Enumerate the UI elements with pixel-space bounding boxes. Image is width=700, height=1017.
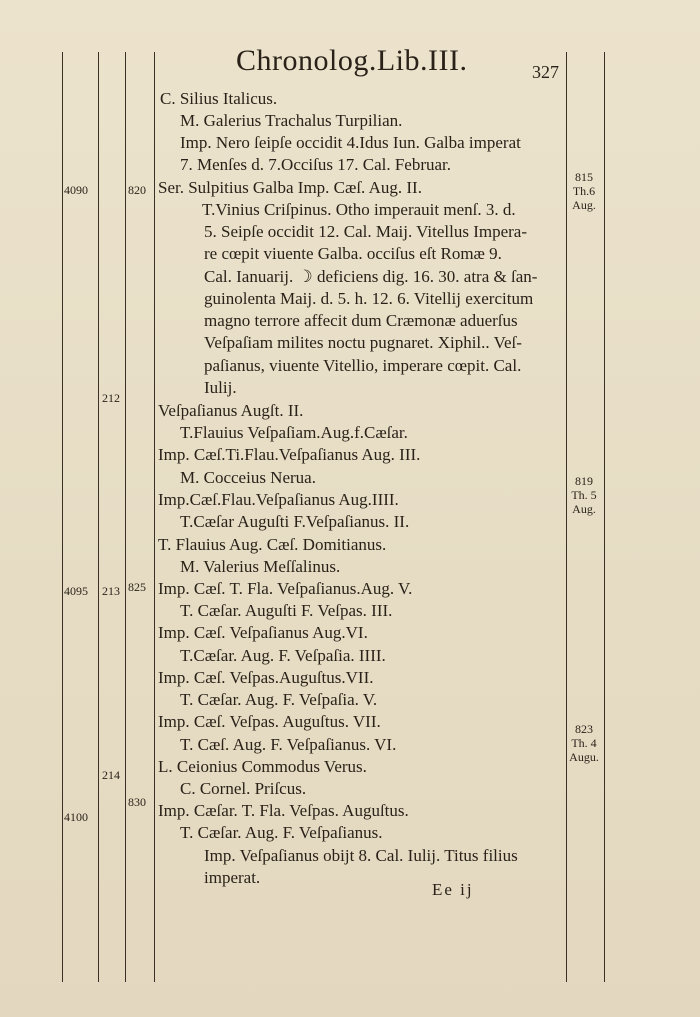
text-line: C. Cornel. Priſcus. (180, 779, 307, 798)
text-line: Veſpaſianus Augſt. II. (158, 401, 304, 420)
text-line: Ser. Sulpitius Galba Imp. Cæſ. Aug. II. (158, 178, 422, 197)
text-line: T.Cæſar. Aug. F. Veſpaſia. IIII. (180, 646, 386, 665)
text-line: Cal. Ianuarij. ☽ deficiens dig. 16. 30. atra & ſan- (204, 267, 538, 286)
text-line: C. Silius Italicus. (160, 89, 278, 108)
rule-col-3 (154, 52, 155, 982)
text-line: T.Cæſar Auguſti F.Veſpaſianus. II. (180, 512, 410, 531)
running-head-title: Chronolog.Lib.III. (236, 44, 468, 77)
rule-outer-left (62, 52, 63, 982)
text-line: Imp.Cæſ.Flau.Veſpaſianus Aug.IIII. (158, 490, 399, 509)
text-line: T. Cæſar. Aug. F. Veſpaſianus. (180, 823, 383, 842)
rule-outer-right (604, 52, 605, 982)
text-line: M. Galerius Trachalus Turpilian. (180, 111, 403, 130)
rule-col-1 (98, 52, 99, 982)
margin-year: 212 (102, 391, 120, 405)
margin-note-line: Aug. (572, 198, 596, 212)
margin-year: 4100 (64, 810, 88, 824)
margin-note-line: 819 (575, 474, 593, 488)
text-line: Imp. Cæſar. T. Fla. Veſpas. Auguſtus. (158, 801, 409, 820)
text-line: T.Vinius Criſpinus. Otho imperauit menſ. 3. d. (202, 200, 516, 219)
text-line: Imp. Cæſ.Ti.Flau.Veſpaſianus Aug. III. (158, 445, 421, 464)
margin-note-line: 815 (575, 170, 593, 184)
margin-note-line: Th. 5 (571, 488, 597, 502)
rule-col-2 (125, 52, 126, 982)
margin-note-line: Aug. (572, 502, 596, 516)
text-line: T. Cæſar. Auguſti F. Veſpas. III. (180, 601, 393, 620)
text-line: Imp. Cæſ. Veſpas.Auguſtus.VII. (158, 668, 374, 687)
text-line: Imp. Cæſ. Veſpas. Auguſtus. VII. (158, 712, 381, 731)
text-line: T. Flauius Aug. Cæſ. Domitianus. (158, 535, 387, 554)
text-line: guinolenta Maij. d. 5. h. 12. 6. Vitellij exercitum (204, 289, 534, 308)
text-line: Imp. Cæſ. T. Fla. Veſpaſianus.Aug. V. (158, 579, 413, 598)
right-margin-note (566, 722, 602, 764)
margin-year: 825 (128, 580, 146, 594)
margin-year: 830 (128, 795, 146, 809)
text-line: magno terrore affecit dum Cræmonæ aduerſus (204, 311, 518, 330)
text-line: Veſpaſiam milites noctu pugnaret. Xiphil.. Veſ- (204, 333, 522, 352)
text-line: T. Cæſ. Aug. F. Veſpaſianus. VI. (180, 735, 397, 754)
margin-year: 213 (102, 584, 120, 598)
text-line: T. Cæſar. Aug. F. Veſpaſia. V. (180, 690, 378, 709)
margin-year: 214 (102, 768, 120, 782)
text-line: M. Valerius Meſſalinus. (180, 557, 341, 576)
margin-note-line: Th. 4 (571, 736, 597, 750)
right-margin-note (566, 474, 602, 516)
right-margin-note (566, 170, 602, 212)
margin-note-line: Augu. (569, 750, 599, 764)
text-line: Imp. Nero ſeipſe occidit 4.Idus Iun. Galba imperat (180, 133, 521, 152)
text-line: Imp. Cæſ. Veſpaſianus Aug.VI. (158, 623, 368, 642)
text-line: Iulij. (204, 378, 237, 397)
margin-note-line: 823 (575, 722, 593, 736)
text-line: M. Cocceius Nerua. (180, 468, 316, 487)
margin-note-line: Th.6 (572, 184, 596, 198)
text-line: paſianus, viuente Vitellio, imperare cœpit. Cal. (204, 356, 522, 375)
margin-year: 820 (128, 183, 146, 197)
signature-mark: Ee ij (432, 880, 474, 899)
page-number: 327 (532, 62, 559, 82)
text-line: 7. Menſes d. 7.Occiſus 17. Cal. Februar. (180, 155, 452, 174)
text-line: L. Ceionius Commodus Verus. (158, 757, 367, 776)
text-line: re cœpit viuente Galba. occiſus eſt Romæ 9. (204, 244, 502, 263)
margin-year: 4095 (64, 584, 88, 598)
text-line: Imp. Veſpaſianus obijt 8. Cal. Iulij. Titus filius (204, 846, 518, 865)
text-line: 5. Seipſe occidit 12. Cal. Maij. Vitellus Impera- (204, 222, 528, 241)
margin-year: 4090 (64, 183, 88, 197)
text-line: T.Flauius Veſpaſiam.Aug.f.Cæſar. (180, 423, 408, 442)
text-line: imperat. (204, 868, 261, 887)
